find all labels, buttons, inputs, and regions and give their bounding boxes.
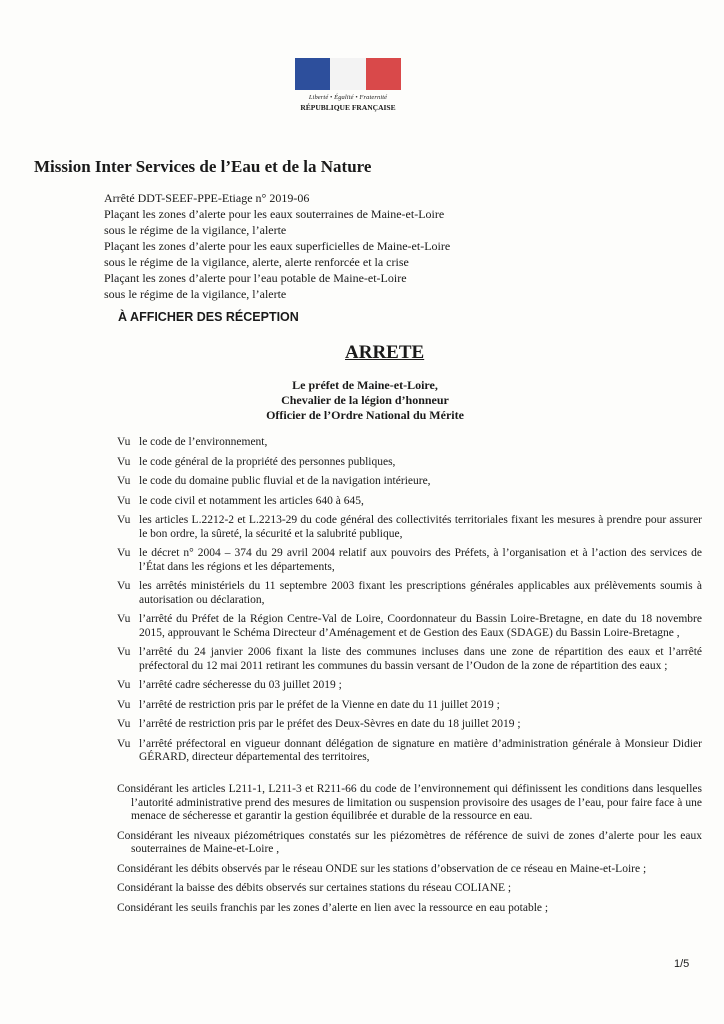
mission-title: Mission Inter Services de l’Eau et de la Nature: [34, 157, 372, 176]
vu-label: Vu: [117, 718, 131, 730]
vu-label: Vu: [117, 547, 131, 559]
vu-text: les arrêtés ministériels du 11 septembre 2003 fixant les prescriptions générales applicables aux prélèvements soumis à autorisation ou déclaration,: [139, 580, 702, 606]
prefet-titles: [260, 378, 470, 423]
vu-text: le code général de la propriété des personnes publiques,: [139, 455, 396, 468]
republic-name: RÉPUBLIQUE FRANÇAISE: [300, 103, 396, 112]
vu-text: le décret n° 2004 – 374 du 29 avril 2004 relatif aux pouvoirs des Préfets, à l’organisation et à l’action des services de l’État dans les régions et les départements,: [139, 547, 702, 573]
vu-label: Vu: [117, 455, 131, 468]
prefet-line: Chevalier de la légion d’honneur: [281, 393, 449, 407]
arrete-heading: ARRETE: [345, 342, 425, 363]
considerant-item: Considérant les seuils franchis par les zones d’alerte en lien avec la ressource en eau potable ;: [117, 901, 549, 914]
considerant-item: Considérant les débits observés par le réseau ONDE sur les stations d’observation de ce réseau en Maine-et-Loire ;: [117, 862, 647, 875]
considerant-item: Considérant la baisse des débits observés sur certaines stations du réseau COLIANE ;: [117, 882, 512, 894]
vu-text: l’arrêté préfectoral en vigueur donnant délégation de signature en matière d’administration générale à Monsieur Didier GÉRARD, directeur départemental des territoires,: [139, 737, 702, 763]
vu-item: [117, 495, 702, 509]
vu-text: l’arrêté du 24 janvier 2006 fixant la liste des communes incluses dans une zone de répartition des eaux et l’arrêté préfectoral du 12 mai 2011 retirant les communes du bassin versant de l’Oudon de la zone de répartition des eaux ;: [139, 646, 702, 672]
vu-label: Vu: [117, 494, 131, 507]
vu-list: [117, 436, 702, 771]
page-number: 1/5: [674, 958, 690, 970]
arrete-line: Arrêté DDT-SEEF-PPE-Etiage n° 2019-06: [104, 191, 310, 205]
vu-item: [117, 580, 702, 607]
vu-text: le code de l’environnement,: [139, 436, 268, 448]
motto: Liberté • Égalité • Fraternité: [308, 94, 388, 101]
arrete-line: Plaçant les zones d’alerte pour les eaux souterraines de Maine-et-Loire: [104, 207, 445, 221]
arrete-line: sous le régime de la vigilance, l’alerte: [104, 223, 287, 237]
vu-text: l’arrêté du Préfet de la Région Centre-Val de Loire, Coordonnateur du Bassin Loire-Bretagne, en date du 18 novembre 2015, approuvant le Schéma Directeur d’Aménagement et de Gestion des Eaux (SDAGE) du Bassin Loire-Bretagne ,: [139, 613, 702, 639]
vu-text: l’arrêté cadre sécheresse du 03 juillet 2019 ;: [139, 679, 342, 691]
vu-label: Vu: [117, 436, 131, 448]
vu-item: [117, 456, 702, 470]
vu-item: [117, 679, 702, 693]
display-notice: À AFFICHER DES RÉCEPTION: [118, 310, 299, 324]
marianne-logo: [292, 58, 404, 112]
vu-text: les articles L.2212-2 et L.2213-29 du code général des collectivités territoriales fixant les mesures à prendre pour assurer le bon ordre, la sûreté, la sécurité et la salubrité publique,: [139, 514, 702, 540]
vu-label: Vu: [117, 514, 131, 526]
arrete-line: Plaçant les zones d’alerte pour les eaux superficielles de Maine-et-Loire: [104, 239, 451, 253]
considerant-item: Considérant les articles L211-1, L211-3 et R211-66 du code de l’environnement qui définissent les conditions dans lesquelles l’autorité administrative prend des mesures de limitation ou suspension provisoire des usages de l’eau, pour faire face à une menace de sécheresse et garantir la gestion équilibrée et durable de la ressource en eau.: [117, 783, 702, 822]
vu-item: [117, 613, 702, 640]
vu-text: l’arrêté de restriction pris par le préfet de la Vienne en date du 11 juillet 2019 ;: [139, 698, 500, 711]
vu-item: [117, 718, 702, 732]
vu-label: Vu: [117, 580, 131, 592]
vu-label: Vu: [117, 679, 131, 691]
considerant-item: Considérant les niveaux piézométriques constatés sur les piézomètres de référence de suivi de zones d’alerte pour les eaux souterraines de Maine-et-Loire ,: [117, 829, 702, 855]
vu-label: Vu: [117, 475, 131, 487]
vu-item: [117, 475, 702, 489]
vu-item: [117, 646, 702, 673]
vu-item: [117, 738, 702, 765]
vu-item: [117, 436, 702, 450]
vu-label: Vu: [117, 737, 131, 750]
vu-text: l’arrêté de restriction pris par le préfet des Deux-Sèvres en date du 18 juillet 2019 ;: [139, 718, 521, 730]
prefet-line: Le préfet de Maine-et-Loire,: [292, 378, 438, 392]
vu-item: [117, 547, 702, 574]
vu-text: le code du domaine public fluvial et de la navigation intérieure,: [139, 475, 431, 487]
prefet-line: Officier de l’Ordre National du Mérite: [266, 408, 464, 422]
vu-item: [117, 699, 702, 713]
arrete-line: Plaçant les zones d’alerte pour l’eau potable de Maine-et-Loire: [104, 271, 407, 285]
vu-label: Vu: [117, 613, 131, 625]
flag-icon: [295, 58, 401, 90]
arrete-line: sous le régime de la vigilance, alerte, alerte renforcée et la crise: [104, 255, 409, 269]
considerant-list: [117, 783, 702, 921]
vu-item: [117, 514, 702, 541]
arrete-reference-block: [104, 190, 450, 302]
arrete-line: sous le régime de la vigilance, l’alerte: [104, 287, 287, 301]
vu-label: Vu: [117, 698, 131, 711]
vu-label: Vu: [117, 646, 131, 658]
vu-text: le code civil et notamment les articles 640 à 645,: [139, 494, 364, 507]
